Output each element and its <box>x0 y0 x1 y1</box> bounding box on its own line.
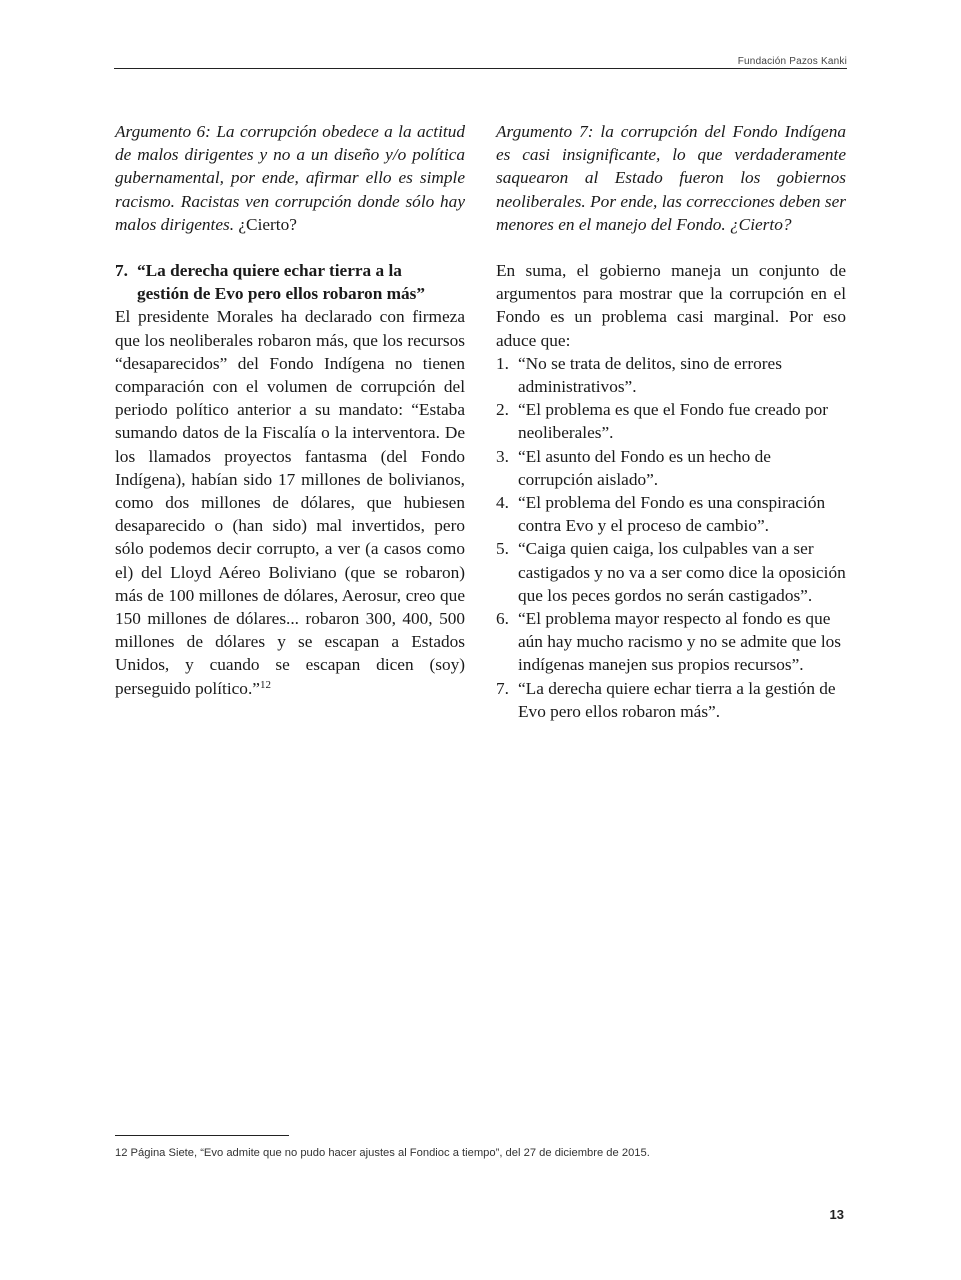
government-claims-list <box>496 352 846 723</box>
right-column <box>496 120 846 723</box>
list-item: 2. “El problema es que el Fondo fue creado por neoliberales”. <box>496 400 828 443</box>
list-item: 6. “El problema mayor respecto al fondo es que aún hay mucho racismo y no se admite que los indígenas manejen sus propios recursos”. <box>496 609 841 675</box>
header-divider <box>114 68 847 69</box>
argument-6-question: ¿Cierto? <box>238 214 297 234</box>
list-item: 4. “El problema del Fondo es una conspiración contra Evo y el proceso de cambio”. <box>496 493 826 536</box>
section-heading-7 <box>115 259 465 305</box>
list-item: 1. “No se trata de delitos, sino de errores administrativos”. <box>496 353 782 397</box>
footnote-divider <box>115 1135 289 1136</box>
left-column <box>115 120 465 700</box>
footnote-reference[interactable]: 12 <box>259 678 271 691</box>
body-paragraph <box>115 305 465 699</box>
list-item: 7. “La derecha quiere echar tierra a la gestión de Evo pero ellos robaron más”. <box>496 678 836 721</box>
argument-6-text: Argumento 6: La corrupción obedece a la actitud de malos dirigentes y no a un diseño y/o política gubernamental, por ende, afirmar ello es simple racismo. Racistas ven corrupción donde sólo hay malos dirigentes. <box>115 122 465 234</box>
page-number: 13 <box>829 1207 844 1222</box>
running-header: Fundación Pazos Kanki <box>737 56 847 67</box>
list-item: 5. “Caiga quien caiga, los culpables van a ser castigados y no va a ser como dice la oposición que los peces gordos no serán castigados”. <box>496 539 846 605</box>
list-item: 3. “El asunto del Fondo es un hecho de corrupción aislado”. <box>496 446 771 489</box>
body-text: El presidente Morales ha declarado con firmeza que los neoliberales robaron más, que los recursos “desaparecidos” del Fondo Indígena no tienen comparación con el volumen de corrupción del periodo político anterior a su mandato: “Estaba sumando datos de la Fiscalía o la interventora. De los llamados proyectos fantasma (del Fondo Indígena), habían sido 17 millones de bolivianos, como dos millones de dólares, que hubiesen desaparecido o (han sido) mal invertidos, pero sólo podemos decir corrupto, a ver (a casos como el) del Lloyd Aéreo Boliviano (que se robaron) más de 100 millones de dólares, Aerosur, creo que 150 millones de dólares... robaron 300, 400, 500 millones de dólares y se escapan a Estados Unidos, y cuando se escapan dicen (soy) perseguido político.” <box>115 307 465 698</box>
section-number: 7. <box>115 261 128 281</box>
argument-7: Argumento 7: la corrupción del Fondo Indígena es casi insignificante, lo que verdaderamente saquearon al Estado fueron los gobiernos neoliberales. Por ende, las correcciones deben ser menores en el manejo del Fondo. ¿Cierto? <box>496 122 846 234</box>
section-title-line-1: “La derecha quiere echar tierra a la <box>137 261 402 281</box>
footnote: 12 Página Siete, “Evo admite que no pudo hacer ajustes al Fondioc a tiempo”, del 27 de diciembre de 2015. <box>115 1147 650 1159</box>
argument-6 <box>115 120 465 236</box>
summary-intro: En suma, el gobierno maneja un conjunto de argumentos para mostrar que la corrupción en el Fondo es un problema casi marginal. Por eso aduce que: <box>496 261 846 350</box>
section-title-line-2: gestión de Evo pero ellos robaron más” <box>137 284 426 304</box>
